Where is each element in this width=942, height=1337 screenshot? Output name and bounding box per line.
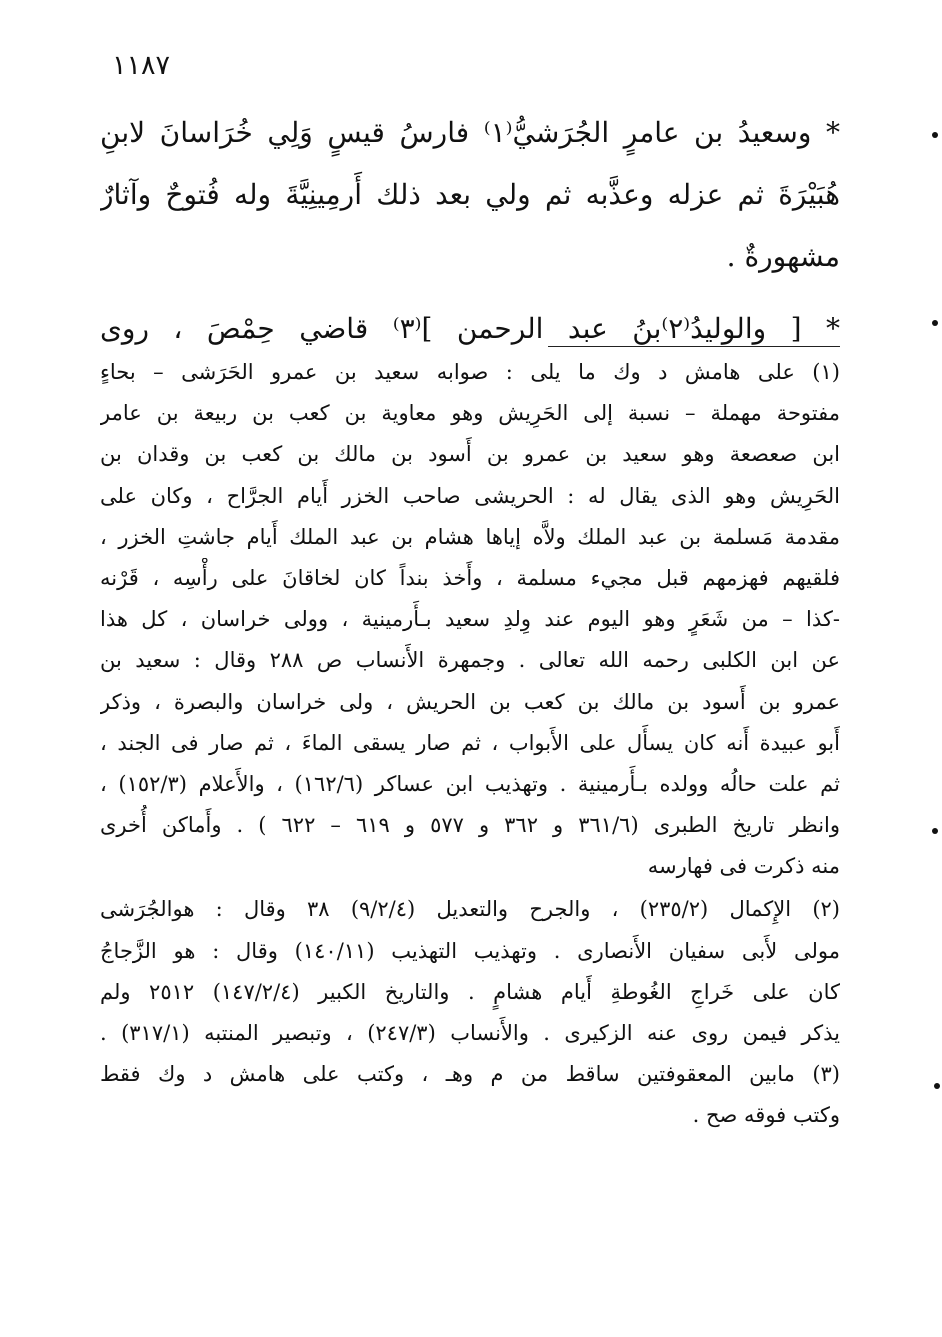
footnote-line: عمرو بن أَسود بن مالك بن كعب بن الحريش ، ولى خراسان والبصرة ، وذكر xyxy=(100,689,840,714)
footnote-line: يذكر فيمن روى عنه الزكيرى . والأَنساب (٢٤٧/٣) ، وتبصير المنتبه (٣١٧/١) . xyxy=(100,1021,840,1045)
footnote-separator-rule xyxy=(548,346,840,347)
footnote-line: وانظر تاريخ الطبرى (٣٦١/٦ و ٣٦٢ و ٥٧٧ و ٦١٩ – ٦٢٢ ) . وأَماكن أُخرى xyxy=(100,813,840,838)
footnote-line: (٣) مابين المعقوفتين ساقط من م وهـ ، وكتب على هامش د وك فقط xyxy=(100,1062,840,1087)
footnote-line: عن ابن الكلبى رحمه الله تعالى . وجمهرة الأَنساب ص ٢٨٨ وقال : سعيد بن xyxy=(100,648,840,673)
footnote-line: -كذا – من شَعَرٍ وهو اليوم عند وِلدِ سعيد بـأَرمينية ، وولى خراسان ، كل هذا xyxy=(100,607,840,632)
footnote-line: كان على خَراجِ الغُوطةِ أَيام هشامٍ . والتاريخ الكبير (١٤٧/٢/٤) ٢٥١٢ ولم xyxy=(100,979,840,1004)
footnote-line: (١) على هامش د وك ما يلى : صوابه سعيد بن عمرو الحَرَشى – بحاءٍ xyxy=(100,360,840,384)
footnote-line: فلقيهم فهزمهم قبل مجيء مسلمة ، وأَخذ بنداً كان لخاقانَ على رأْسِه ، قَرْنه xyxy=(100,565,840,590)
page-number: ١١٨٧ xyxy=(112,50,171,81)
footnote-line: ثم علت حالُه وولده بـأَرمينية . وتهذيب ابن عساكر (١٦٢/٦) ، والأَعلام (١٥٢/٣) ، xyxy=(100,771,840,796)
main-text-line: * وسعيدُ بن عامرٍ الجُرَشيُّ⁽١⁾ فارسُ قيسٍ وَلِي خُرَاسانَ لابنِ xyxy=(100,116,840,149)
main-text xyxy=(100,102,840,360)
footnote-line: مقدمة مَسلمة بن عبد الملك ولاَّه إياها هشام بن عبد الملك أَيام جاشتِ الخزر ، xyxy=(100,524,840,549)
footnote-line: وكتب فوقه صح . xyxy=(692,1103,840,1128)
main-text-line: مشهورةٌ . xyxy=(726,240,840,273)
scan-margin-dot xyxy=(932,132,938,138)
scan-margin-dot xyxy=(932,828,938,834)
footnote-line: (٢) الإِكمال (٢٣٥/٢) ، والجرح والتعديل (٩/٢/٤) ٣٨ وقال : هوالجُرَشى xyxy=(100,897,840,922)
main-text-line: * [ والوليدُ⁽٢⁾بنُ عبد الرحمن ]⁽٣⁾ قاضي حِمْصَ ، روى xyxy=(100,312,840,345)
footnote-line: ابن صعصعة وهو سعيد بن عمرو بن أَسود بن مالك بن كعب بن وقدان بن xyxy=(100,442,840,467)
footnote-line: الحَرِيش وهو الذى يقال له : الحريشى صاحب الخزر أَيام الجرَّاح ، وكان على xyxy=(100,483,840,508)
footnote-line: منه ذكرت فى فهارسه xyxy=(647,854,840,879)
footnote-line: أَبو عبيدة أَنه كان يسأَل على الأَبواب ، ثم صار يسقى الماءَ ، ثم صار فى الجند ، xyxy=(100,730,840,755)
footnote-line: مولى لأَبى سفيان الأَنصارى . وتهذيب التهذيب (١٤٠/١١) وقال : هو الزَّجاجُ xyxy=(100,938,840,963)
scan-margin-dot xyxy=(934,1083,940,1089)
main-text-line: هُبَيْرَةَ ثم عزله وعذَّبه ثم ولي بعد ذلك أَرمِينِيَّةَ وله فُتوحٌ وآثارٌ xyxy=(100,178,840,211)
footnotes xyxy=(100,352,840,1137)
scan-margin-dot xyxy=(932,320,938,326)
footnote-line: مفتوحة مهملة – نسبة إلى الحَرِيش وهو معاوية بن كعب بن ربيعة بن عامر xyxy=(100,401,840,426)
